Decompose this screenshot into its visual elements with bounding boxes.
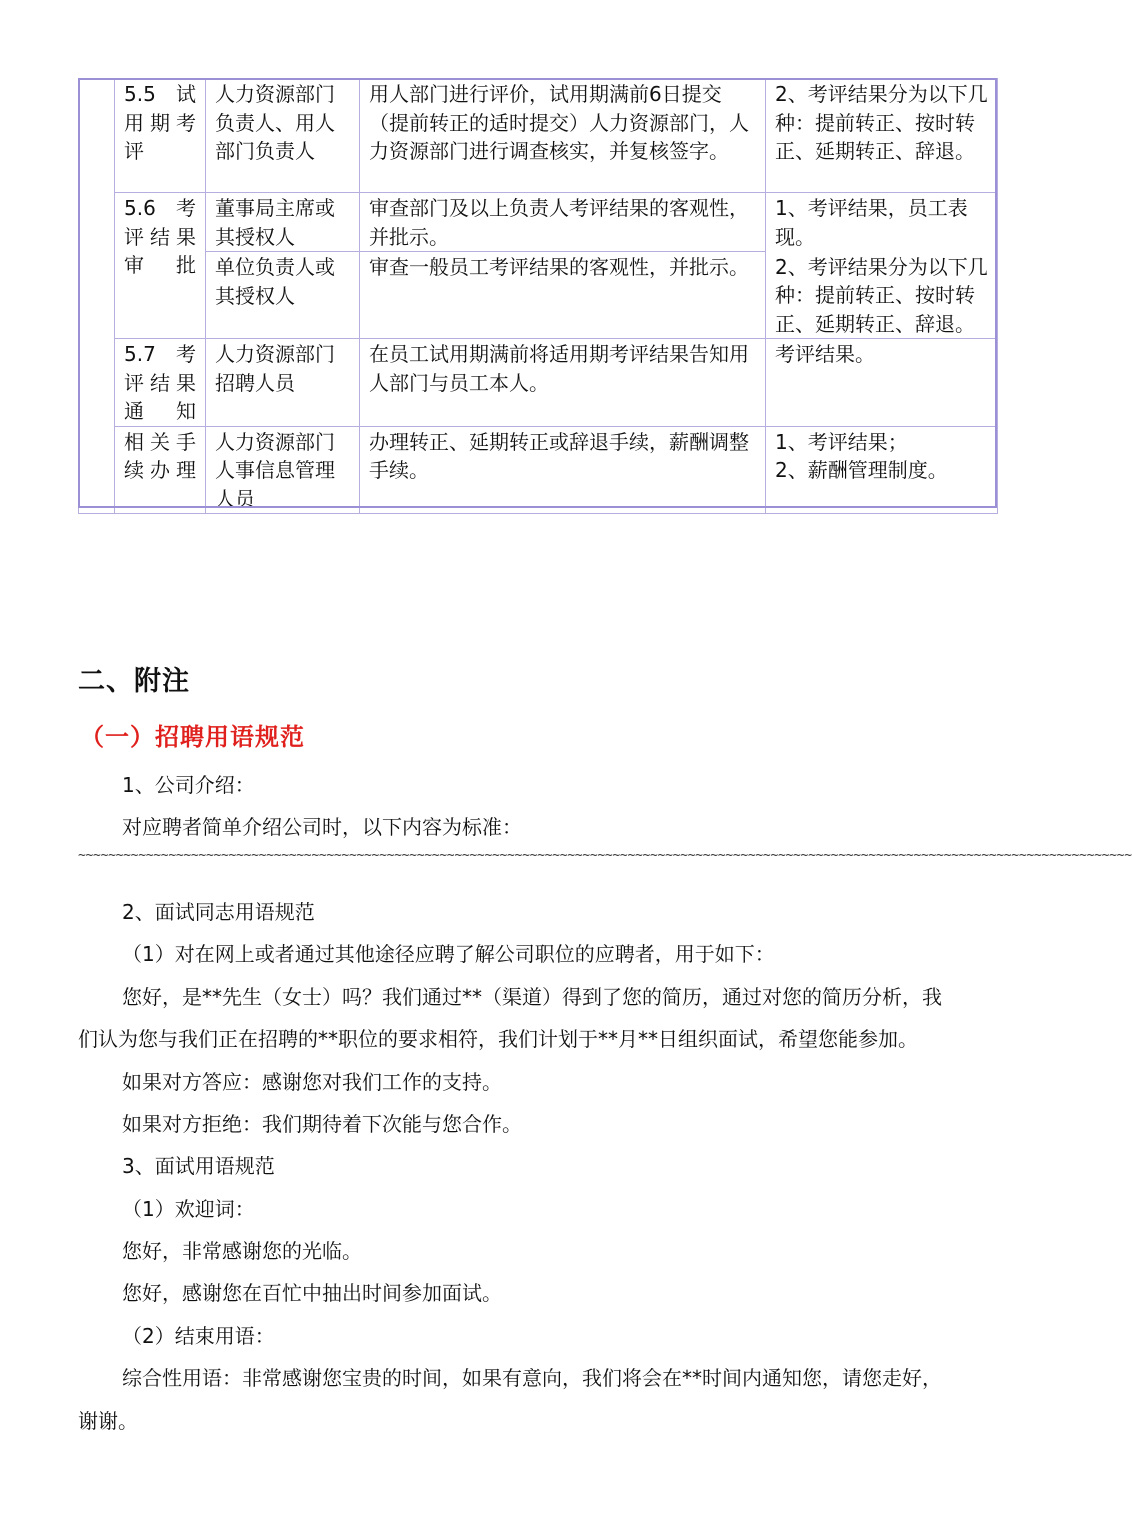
paragraph: 您好，感谢您在百忙中抽出时间参加面试。 xyxy=(122,1281,502,1305)
sub-item: （1）欢迎词： xyxy=(122,1197,255,1221)
role-cell: 人力资源部门招聘人员 xyxy=(206,339,360,427)
paragraph: 综合性用语：非常感谢您宝贵的时间，如果有意向，我们将会在**时间内通知您，请您走好， xyxy=(122,1366,942,1390)
output-cell: 2、考评结果分为以下几种：提前转正、按时转正、延期转正、辞退。 xyxy=(766,252,998,339)
output-line: 1、考评结果； xyxy=(775,429,908,454)
item-title: 2、面试同志用语规范 xyxy=(122,900,315,924)
table-row xyxy=(79,79,998,193)
role-cell: 董事局主席或其授权人 xyxy=(206,193,360,252)
subsection-heading: （一）招聘用语规范 xyxy=(80,723,305,751)
output-line: 2、薪酬管理制度。 xyxy=(775,458,948,482)
step-cell: 5.5 试用期考评 xyxy=(115,79,206,193)
table-row xyxy=(79,339,998,427)
paragraph: 谢谢。 xyxy=(78,1409,138,1433)
role-cell: 人力资源部门人事信息管理人员 xyxy=(206,426,360,514)
sub-item: （1）对在网上或者通过其他途径应聘了解公司职位的应聘者，用于如下： xyxy=(122,942,775,966)
blank-column-cell xyxy=(79,79,115,514)
output-cell xyxy=(766,426,998,514)
description-cell: 办理转正、延期转正或辞退手续，薪酬调整手续。 xyxy=(360,426,766,514)
description-cell: 审查一般员工考评结果的客观性，并批示。 xyxy=(360,252,766,339)
table-row xyxy=(79,426,998,514)
item-title: 1、公司介绍： xyxy=(122,773,255,797)
role-cell: 人力资源部门负责人、用人部门负责人 xyxy=(206,79,360,193)
table-row xyxy=(79,252,998,339)
description-cell: 用人部门进行评价，试用期满前6日提交（提前转正的适时提交）人力资源部门，人力资源部门进行调查核实，并复核签字。 xyxy=(360,79,766,193)
table-row xyxy=(79,193,998,252)
paragraph: 对应聘者简单介绍公司时，以下内容为标准： xyxy=(122,815,522,839)
section-heading: 二、附注 xyxy=(78,666,190,697)
process-table xyxy=(78,78,998,514)
paragraph: 们认为您与我们正在招聘的**职位的要求相符，我们计划于**月**日组织面试，希望您能参加。 xyxy=(78,1027,918,1051)
step-cell: 相关手续办理 xyxy=(115,426,206,514)
output-cell: 考评结果。 xyxy=(766,339,998,427)
paragraph: 如果对方拒绝：我们期待着下次能与您合作。 xyxy=(122,1112,522,1136)
paragraph: 如果对方答应：感谢您对我们工作的支持。 xyxy=(122,1070,502,1094)
paragraph: 您好，是**先生（女士）吗？我们通过**（渠道）得到了您的简历，通过对您的简历分析，我 xyxy=(122,985,942,1009)
sub-item: （2）结束用语： xyxy=(122,1324,275,1348)
paragraph: 您好，非常感谢您的光临。 xyxy=(122,1239,362,1263)
description-cell: 在员工试用期满前将适用期考评结果告知用人部门与员工本人。 xyxy=(360,339,766,427)
output-cell: 2、考评结果分为以下几种：提前转正、按时转正、延期转正、辞退。 xyxy=(766,79,998,193)
tilde-divider: ~~~~~~~~~~~~~~~~~~~~~~~~~~~~~~~~~~~~~~~~~~~~~~~~~~~~~~~~~~~~~~~~~~~~~~~~~~~~~~~~~~~~~~~~~~~~~~~~~~~~~~~~~~~~~~~~~~~~~~~~~~~~~~~~~~~~~~~~~~~~ xyxy=(78,848,1132,863)
item-title: 3、面试用语规范 xyxy=(122,1154,275,1178)
role-cell: 单位负责人或其授权人 xyxy=(206,252,360,339)
output-cell: 1、考评结果，员工表现。 xyxy=(766,193,998,252)
step-cell: 5.6 考评结果审批 xyxy=(115,193,206,339)
description-cell: 审查部门及以上负责人考评结果的客观性，并批示。 xyxy=(360,193,766,252)
step-cell: 5.7 考评结果通知 xyxy=(115,339,206,427)
